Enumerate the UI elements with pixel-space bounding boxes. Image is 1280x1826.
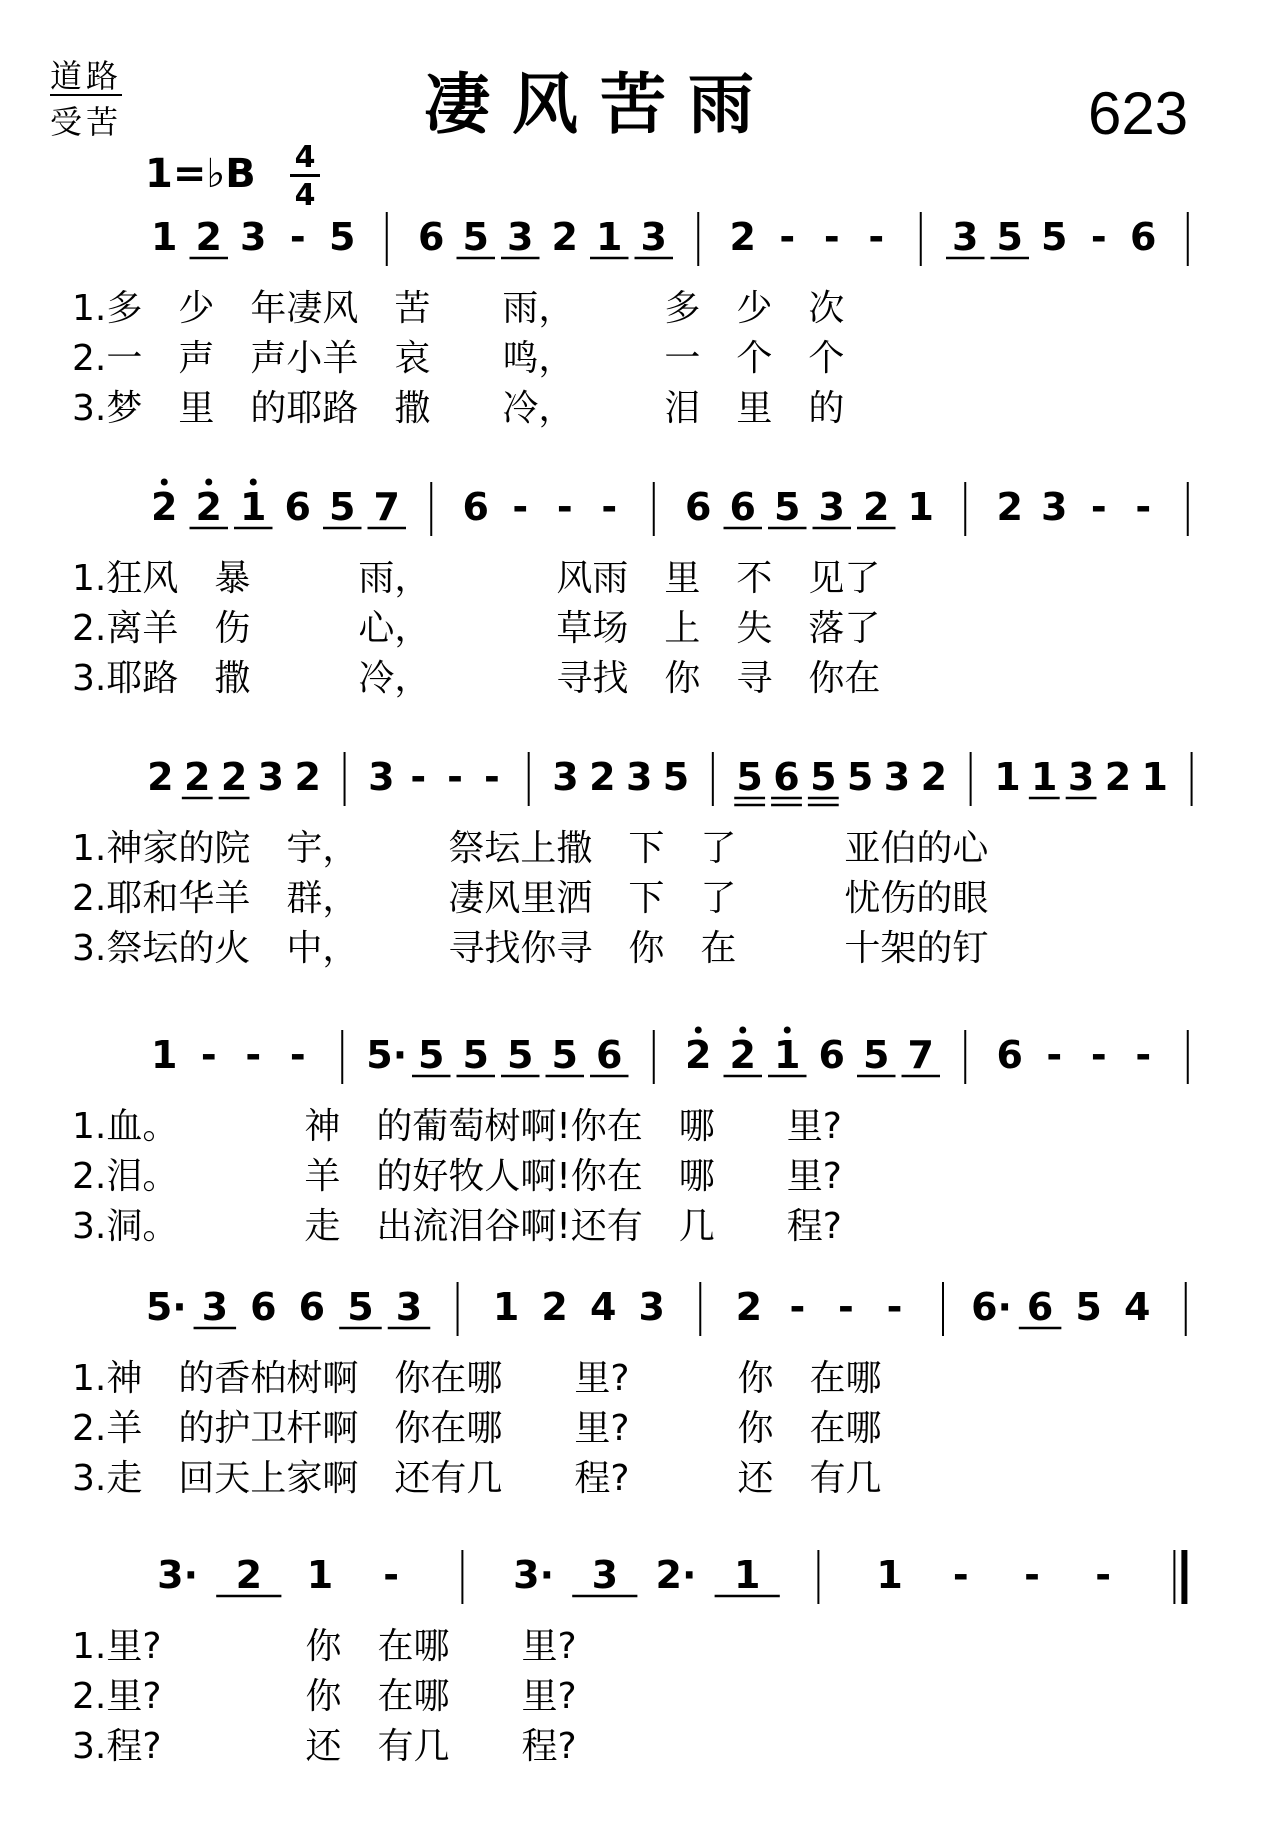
note: 6 (773, 755, 800, 799)
note: 2 (1104, 755, 1132, 799)
note: 2 (729, 1033, 756, 1077)
note: 2 (195, 215, 222, 259)
note: 2 (294, 755, 321, 799)
note: 6 (298, 1285, 326, 1329)
note: 6· (971, 1285, 1012, 1329)
note: 2 (541, 1285, 568, 1329)
note: 1 (306, 1553, 334, 1597)
note: 1 (240, 485, 267, 529)
note: 3 (395, 1285, 423, 1329)
note: 3 (638, 1285, 665, 1329)
note: 3 (591, 1553, 619, 1597)
note: - (886, 1285, 903, 1329)
note: - (289, 1033, 306, 1077)
lyric-line: 2.一 声 声小羊 哀 鸣， 一 个 个 (72, 338, 845, 379)
lyric-line: 2.里? 你 在哪 里? (72, 1676, 577, 1717)
lyric-line: 1.里? 你 在哪 里? (72, 1626, 577, 1667)
note: 5 (462, 1033, 489, 1077)
note: 3 (201, 1285, 229, 1329)
note: 4 (589, 1285, 617, 1329)
note: 1 (151, 215, 178, 259)
note: 2 (184, 755, 211, 799)
lyric-line: 1.狂风 暴 雨， 风雨 里 不 见了 (72, 558, 881, 599)
lyric-line: 1.血。 神 的葡萄树啊!你在 哪 里? (72, 1106, 842, 1147)
note: 6 (1026, 1285, 1054, 1329)
note: 1 (492, 1285, 520, 1329)
note: 7 (907, 1033, 934, 1077)
hymn-title: 凄风苦雨 (424, 66, 776, 143)
high-octave-dot (695, 1027, 702, 1034)
note: - (1090, 485, 1107, 529)
lyric-line: 3.走 回天上家啊 还有几 程? 还 有几 (72, 1458, 882, 1499)
note: - (289, 215, 306, 259)
note: 1 (994, 755, 1021, 799)
note: 6 (596, 1033, 623, 1077)
note: 3 (257, 755, 285, 799)
note: - (601, 485, 618, 529)
note: - (838, 1285, 854, 1329)
note: 2 (220, 755, 248, 799)
note: 5 (329, 485, 356, 529)
note: 6 (685, 485, 712, 529)
note: 3· (157, 1553, 199, 1597)
note: 6 (462, 485, 489, 529)
note: 5 (863, 1033, 890, 1077)
note: 1 (151, 1033, 178, 1077)
note: 4 (1123, 1285, 1151, 1329)
note: 5 (810, 755, 837, 799)
note: - (1135, 1033, 1152, 1077)
note: 5· (145, 1285, 187, 1329)
note: 3 (883, 755, 911, 799)
note: - (779, 215, 796, 259)
note: 2 (729, 215, 756, 259)
note: - (512, 485, 529, 529)
note: 5 (462, 215, 489, 259)
note: 2 (551, 215, 578, 259)
category-bottom: 受苦 (50, 103, 123, 141)
note: - (200, 1033, 217, 1077)
lyric-line: 2.耶和华羊 群， 凄风里洒 下 了 忧伤的眼 (72, 878, 989, 919)
lyric-line: 3.梦 里 的耶路 撒 冷， 泪 里 的 (72, 388, 845, 429)
note: 2 (735, 1285, 763, 1329)
lyric-line: 2.离羊 伤 心， 草场 上 失 落了 (72, 608, 881, 649)
note: 2 (589, 755, 616, 799)
note: 7 (373, 485, 400, 529)
note: 2 (863, 485, 890, 529)
note: 5 (551, 1033, 578, 1077)
note: 3 (952, 215, 979, 259)
note: 6 (729, 485, 756, 529)
note: 5 (507, 1033, 534, 1077)
lyric-line: 3.耶路 撒 冷， 寻找 你 寻 你在 (72, 658, 881, 699)
note: 3 (1041, 485, 1068, 529)
note: 3 (507, 215, 534, 259)
note: - (483, 755, 500, 799)
high-octave-dot (205, 479, 212, 486)
note: 3 (640, 215, 667, 259)
note: 6 (284, 485, 311, 529)
lyric-line: 1.神 的香柏树啊 你在哪 里? 你 在哪 (72, 1358, 882, 1399)
note: - (823, 215, 840, 259)
note: - (1090, 215, 1107, 259)
high-octave-dot (250, 479, 257, 486)
note: 3· (513, 1553, 555, 1597)
key-signature: 1=♭B (145, 151, 256, 197)
lyric-line: 3.祭坛的火 中， 寻找你寻 你 在 十架的钉 (72, 928, 989, 969)
note: 5 (996, 215, 1023, 259)
note: 2 (147, 755, 174, 799)
note: 3 (625, 755, 653, 799)
category-top: 道路 (50, 57, 123, 95)
high-octave-dot (161, 479, 168, 486)
note: - (383, 1553, 400, 1597)
note: 5 (1075, 1285, 1102, 1329)
note: 3 (552, 755, 579, 799)
lyric-line: 3.程? 还 有几 程? (72, 1726, 577, 1767)
note: 5 (347, 1285, 374, 1329)
hymn-number: 623 (1088, 80, 1189, 147)
note: 2 (996, 485, 1023, 529)
note: 2· (655, 1553, 697, 1597)
note: 2 (235, 1553, 263, 1597)
note: 3 (818, 485, 845, 529)
note: 6 (1130, 215, 1157, 259)
note: 1 (1031, 755, 1058, 799)
lyric-line: 2.泪。 羊 的好牧人啊!你在 哪 里? (72, 1156, 842, 1197)
note: 1 (596, 215, 623, 259)
note: - (868, 215, 885, 259)
note: 5 (774, 485, 801, 529)
note: 5 (329, 215, 356, 259)
note: - (410, 755, 427, 799)
note: 5 (1041, 215, 1068, 259)
note: 6 (418, 215, 445, 259)
note: - (1090, 1033, 1107, 1077)
lyric-line: 1.多 少 年凄风 苦 雨， 多 少 次 (72, 288, 845, 329)
note: - (1046, 1033, 1063, 1077)
note: 2 (151, 485, 178, 529)
note: 6 (250, 1285, 277, 1329)
note: - (952, 1553, 969, 1597)
note: 1 (774, 1033, 801, 1077)
note: - (1024, 1553, 1040, 1597)
note: - (245, 1033, 262, 1077)
note: 1 (876, 1553, 903, 1597)
note: 3 (1067, 755, 1095, 799)
note: 5 (846, 755, 874, 799)
note: 5 (662, 755, 690, 799)
high-octave-dot (739, 1027, 746, 1034)
note: 1 (1141, 755, 1168, 799)
note: 2 (920, 755, 948, 799)
note: 1 (907, 485, 934, 529)
note: - (789, 1285, 806, 1329)
note: - (1095, 1553, 1112, 1597)
lyric-line: 3.洞。 走 出流泪谷啊!还有 几 程? (72, 1206, 842, 1247)
note: 2 (195, 485, 222, 529)
note: - (447, 755, 463, 799)
note: 6 (818, 1033, 845, 1077)
time-signature-top: 4 (290, 143, 320, 177)
note: - (556, 485, 573, 529)
note: 5 (736, 755, 763, 799)
note: 3 (368, 755, 395, 799)
note: - (1135, 485, 1152, 529)
note: 1 (733, 1553, 761, 1597)
lyric-line: 1.神家的院 宇， 祭坛上撒 下 了 亚伯的心 (72, 828, 989, 869)
note: 6 (996, 1033, 1023, 1077)
note: 2 (685, 1033, 712, 1077)
note: 5· (366, 1033, 408, 1077)
note: 5 (418, 1033, 445, 1077)
high-octave-dot (784, 1027, 791, 1034)
note: 3 (240, 215, 267, 259)
lyric-line: 2.羊 的护卫杆啊 你在哪 里? 你 在哪 (72, 1408, 882, 1449)
time-signature-bottom: 4 (294, 178, 316, 213)
